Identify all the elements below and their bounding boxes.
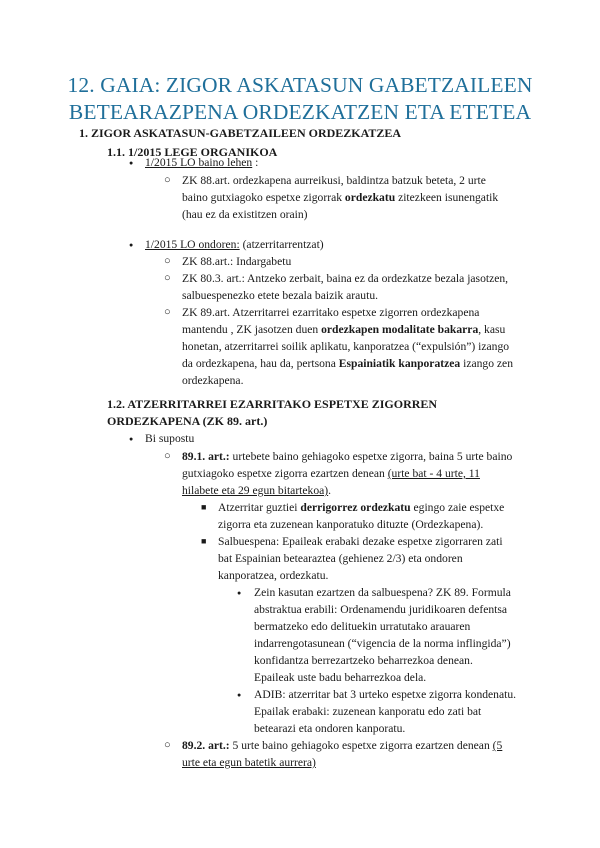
after-item-3-line-5: ordezkapena. [182,374,244,387]
list-item-after-lo: 1/2015 LO ondoren: (atzerritarrentzat) [145,238,324,251]
after-item-2-line-2: salbuespenezko etete bezala baizik arautu. [182,289,379,302]
art-89-1-sq2-line-3: kanporatzea, ordezkatu. [218,569,329,582]
bullet-disc-icon [237,686,241,705]
before-item-1-line-2: baino gutxiagoko espetxe zigorrak ordezkatu zitezkeen isunengatik [182,191,499,204]
bullet-square-icon [201,533,206,551]
bullet-disc-icon [129,430,133,449]
before-lo-label: 1/2015 LO baino lehen [145,156,253,169]
after-item-3-line-2: mantendu , ZK jasotzen duen ordezkapen modalitate bakarra, kasu [182,323,506,336]
before-item-1-line-1: ZK 88.art. ordezkapena aurreikusi, baldintza batzuk beteta, 2 urte [182,174,486,187]
after-item-1: ZK 88.art.: Indargabetu [182,255,292,268]
before-item-1-line-3: (hau ez da existitzen orain) [182,208,308,221]
after-item-2-line-1: ZK 80.3. art.: Antzeko zerbait, baina ez da ordezkatze bezala jasotzen, [182,272,509,285]
art-89-2-line-1: 89.2. art.: 5 urte baino gehiagoko espetxe zigorra ezartzen denean (5 [182,739,503,752]
salbuespena-d2-line-1: ADIB: atzerritar bat 3 urteko espetxe zigorra kondenatu. [254,688,517,701]
salbuespena-d1-line-2: abstraktua erabili: Ordenamendu juridikoaren defentsa [254,603,508,616]
subsection-heading-1-2-line-1: 1.2. ATZERRITARREI EZARRITAKO ESPETXE ZIGORREN [107,397,438,411]
bullet-circle-icon [164,737,171,755]
bullet-circle-icon [164,270,171,288]
list-item-bi-supostu: Bi supostu [145,432,195,445]
salbuespena-d1-line-5: konfidantza berrezartzeko beharrezkoa denean. [254,654,473,667]
title-line-2: BETEARAZPENA ORDEZKATZEN ETA ETETEA [68,100,532,124]
salbuespena-d1-line-3: bermatzeko edo delituekin urratutako arauaren [254,620,471,633]
bullet-square-icon [201,499,206,517]
art-89-1-sq1-line-1: Atzerritar guztiei derrigorrez ordezkatu egingo zaie espetxe [218,501,505,514]
after-item-3-line-1: ZK 89.art. Atzerritarrei ezarritako espetxe zigorren ordezkapena [182,306,480,319]
art-89-1-sq1-line-2: zigorra eta zuzenean kanporatuko dituzte (Ordezkapena). [218,518,484,531]
salbuespena-d1-line-1: Zein kasutan ezartzen da salbuespena? ZK 89. Formula [254,586,511,599]
bullet-disc-icon [129,154,133,173]
bullet-circle-icon [164,172,171,190]
section-heading-1: 1. ZIGOR ASKATASUN-GABETZAILEEN ORDEZKATZEA [79,126,402,140]
subsection-heading-1-2-line-2: ORDEZKAPENA (ZK 89. art.) [107,414,268,428]
salbuespena-d2-line-2: Epailak erabaki: zuzenean kanporatu edo zati bat [254,705,482,718]
list-item-before-lo: 1/2015 LO baino lehen : [145,156,259,169]
art-89-1-line-3: hilabete eta 29 egun bitartekoa). [182,484,332,497]
art-89-1-sq2-line-2: bat Espainian betearaztea (gehienez 2/3) eta ondoren [218,552,463,565]
art-89-1-sq2-line-1: Salbuespena: Epaileak erabaki dezake espetxe zigorraren zati [218,535,503,548]
bullet-circle-icon [164,253,171,271]
after-item-3-line-3: honetan, atzerritarrei soilik aplikatu, kanporatzea (“expulsión”) izango [182,340,510,353]
art-89-1-line-1: 89.1. art.: urtebete baino gehiagoko espetxe zigorra, baina 5 urte baino [182,450,513,463]
subsection-heading-1-1: 1.1. 1/2015 LEGE ORGANIKOA [107,145,278,159]
bullet-disc-icon [237,584,241,603]
after-item-3-line-4: da ordezkapena, hau da, pertsona Espainiatik kanporatzea izango zen [182,357,513,370]
art-89-2-line-2: urte eta egun batetik aurrera) [182,756,316,769]
title-line-1: 12. GAIA: ZIGOR ASKATASUN GABETZAILEEN [67,73,533,97]
bullet-circle-icon [164,304,171,322]
salbuespena-d2-line-3: betearazi eta ondoren kanporatu. [254,722,406,735]
salbuespena-d1-line-6: Epaileak uste badu beharrezkoa dela. [254,671,427,684]
page-title [60,72,540,126]
art-89-1-line-2: gutxiagoko espetxe zigorra ezartzen denean (urte bat - 4 urte, 11 [182,467,480,480]
bullet-disc-icon [129,236,133,255]
bullet-circle-icon [164,448,171,466]
after-lo-label: 1/2015 LO ondoren: [145,238,240,251]
salbuespena-d1-line-4: indarrengotasunean (“vigencia de la norma inflingida”) [254,637,511,650]
